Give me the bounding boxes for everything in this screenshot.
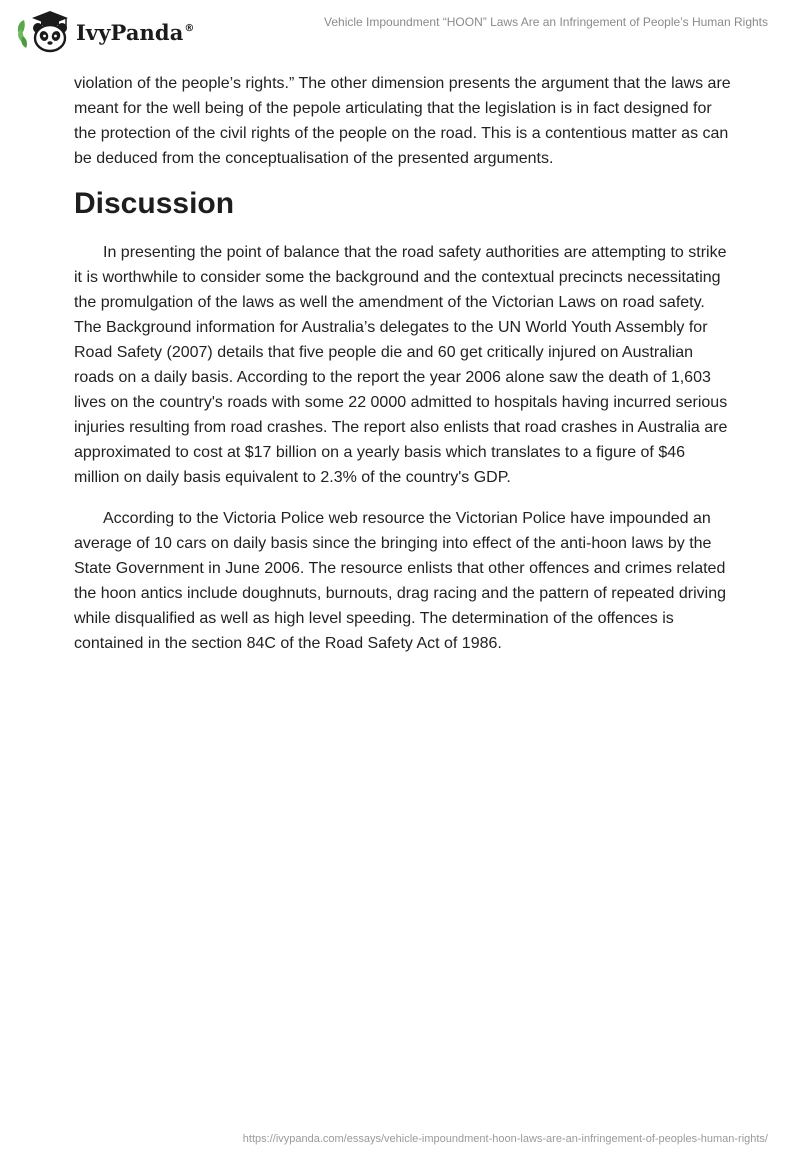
section-heading: Discussion — [74, 187, 235, 220]
brand-name-text: IvyPanda — [76, 19, 184, 45]
source-url[interactable]: https://ivypanda.com/essays/vehicle-impoundment-hoon-laws-are-an-infringement-of-peoples-human-rights/ — [242, 1133, 768, 1145]
registered-mark: ® — [184, 22, 195, 34]
running-title: Vehicle Impoundment “HOON” Laws Are an Infringement of People’s Human Rights — [324, 15, 768, 29]
page-header — [0, 0, 800, 62]
body-paragraph: According to the Victoria Police web resource the Victorian Police have impounded an average of 10 cars on daily basis since the bringing into effect of the anti-hoon laws by the State Government in June 2006. The resource enlists that other offences and crimes related the hoon antics include doughnuts, burnouts, drag racing and the pattern of repeated driving while disqualified as well as high level speeding. The determination of the offences is contained in the section 84C of the Road Safety Act of 1986. — [74, 510, 727, 652]
brand-name — [76, 20, 195, 45]
body-paragraph: In presenting the point of balance that the road safety authorities are attempting to strike it is worthwhile to consider some the background and the contextual precincts necessitating the promulgation of the laws as well the amendment of the Victorian Laws on road safety. The Background information for Australia’s delegates to the UN World Youth Assembly for Road Safety (2007) details that five people die and 60 get critically injured on Australian roads on a daily basis. According to the report the year 2006 alone saw the death of 1,603 lives on the country's roads with some 22 0000 admitted to hospitals having incurred serious injuries resulting from road crashes. The report also enlists that road crashes in Australia are approximated to cost at $17 billion on a yearly basis which translates to a figure of $46 million on daily basis equivalent to 2.3% of the country's GDP. — [74, 244, 728, 486]
panda-graduate-logo-icon — [14, 8, 74, 54]
intro-paragraph: violation of the people’s rights.” The other dimension presents the argument that the laws are meant for the well being of the pepole articulating that the legislation is in fact designed for the protection of the civil rights of the people on the road. This is a contentious matter as can be deduced from the conceptualisation of the presented arguments. — [74, 75, 731, 167]
document-body — [74, 71, 734, 656]
brand-logo[interactable] — [14, 8, 195, 54]
